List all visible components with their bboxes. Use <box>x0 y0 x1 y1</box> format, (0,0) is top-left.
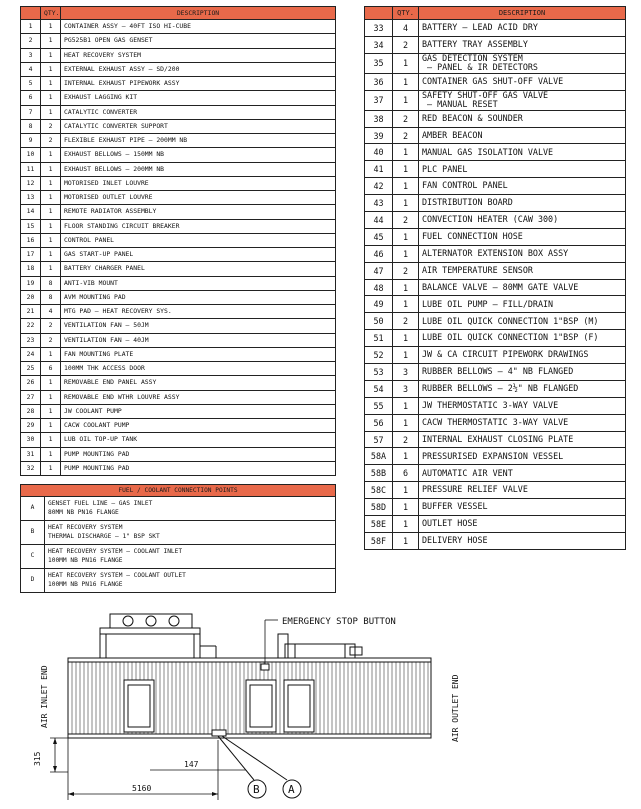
description-cell: PUMP MOUNTING PAD <box>61 461 336 475</box>
item-number-cell: 10 <box>21 148 41 162</box>
description-cell: OUTLET HOSE <box>419 516 626 533</box>
table-row <box>21 233 336 247</box>
table-row <box>21 545 336 569</box>
table-row <box>365 90 626 110</box>
qty-cell: 1 <box>41 77 61 91</box>
table-row <box>21 191 336 205</box>
qty-cell: 2 <box>41 333 61 347</box>
qty-cell: 1 <box>41 48 61 62</box>
qty-cell: 2 <box>393 262 419 279</box>
item-number-cell: 39 <box>365 127 393 144</box>
table-row <box>21 248 336 262</box>
table-row <box>365 161 626 178</box>
table-row <box>365 20 626 37</box>
description-cell: FAN MOUNTING PLATE <box>61 347 336 361</box>
description-cell: BUFFER VESSEL <box>419 499 626 516</box>
description-cell: JW COOLANT PUMP <box>61 404 336 418</box>
description-cell: JW & CA CIRCUIT PIPEWORK DRAWINGS <box>419 347 626 364</box>
table-row <box>365 144 626 161</box>
item-number-cell: 55 <box>365 397 393 414</box>
item-number-cell: 13 <box>21 191 41 205</box>
qty-cell: 1 <box>41 219 61 233</box>
qty-cell: 1 <box>393 347 419 364</box>
item-number-cell: 16 <box>21 233 41 247</box>
qty-cell: 1 <box>393 178 419 195</box>
item-number-cell: 8 <box>21 119 41 133</box>
description-cell: VENTILATION FAN – 40JM <box>61 333 336 347</box>
air-outlet-label: AIR OUTLET END <box>451 674 460 742</box>
item-number-cell: 25 <box>21 362 41 376</box>
table-row <box>21 48 336 62</box>
header-description: DESCRIPTION <box>61 7 336 20</box>
qty-cell: 1 <box>393 482 419 499</box>
qty-cell: 6 <box>41 362 61 376</box>
qty-cell: 8 <box>41 276 61 290</box>
table-row <box>365 73 626 90</box>
description-cell: LUBE OIL PUMP – FILL/DRAIN <box>419 296 626 313</box>
table-row <box>365 178 626 195</box>
item-number-cell: 45 <box>365 228 393 245</box>
description-cell: AIR TEMPERATURE SENSOR <box>419 262 626 279</box>
table-row <box>21 134 336 148</box>
table-row <box>21 176 336 190</box>
description-cell: GAS DETECTION SYSTEM – PANEL & IR DETECTORS <box>419 53 626 73</box>
description-cell: EXHAUST LAGGING KIT <box>61 91 336 105</box>
item-number-cell: 4 <box>21 62 41 76</box>
item-number-cell: 58E <box>365 516 393 533</box>
table-row <box>21 569 336 593</box>
item-number-cell: 44 <box>365 212 393 229</box>
qty-cell: 1 <box>393 90 419 110</box>
table-row <box>21 148 336 162</box>
connection-id-cell: C <box>21 545 45 569</box>
connection-point-b <box>212 730 226 736</box>
item-number-cell: 36 <box>365 73 393 90</box>
description-cell: BATTERY TRAY ASSEMBLY <box>419 36 626 53</box>
dim-147-label: 147 <box>184 760 199 769</box>
table-row <box>365 296 626 313</box>
table-row <box>365 448 626 465</box>
item-number-cell: 38 <box>365 110 393 127</box>
connection-description-cell: HEAT RECOVERY SYSTEM – COOLANT OUTLET 100MM NB PN16 FLANGE <box>45 569 336 593</box>
callout-b-label: B <box>253 783 260 796</box>
item-number-cell: 57 <box>365 431 393 448</box>
qty-cell: 1 <box>393 228 419 245</box>
description-cell: PRESSURISED EXPANSION VESSEL <box>419 448 626 465</box>
table-row <box>21 419 336 433</box>
description-cell: BALANCE VALVE – 80MM GATE VALVE <box>419 279 626 296</box>
qty-cell: 2 <box>393 127 419 144</box>
description-cell: EXTERNAL EXHAUST ASSY – SD/200 <box>61 62 336 76</box>
description-cell: CACW COOLANT PUMP <box>61 419 336 433</box>
table-header-row <box>365 7 626 20</box>
description-cell: MOTORISED OUTLET LOUVRE <box>61 191 336 205</box>
qty-cell: 2 <box>41 119 61 133</box>
description-cell: MOTORISED INLET LOUVRE <box>61 176 336 190</box>
description-cell: ANTI-VIB MOUNT <box>61 276 336 290</box>
emergency-stop-label: EMERGENCY STOP BUTTON <box>282 617 396 627</box>
callout-b <box>248 780 266 798</box>
item-number-cell: 5 <box>21 77 41 91</box>
table-row <box>365 313 626 330</box>
description-cell: JW THERMOSTATIC 3-WAY VALVE <box>419 397 626 414</box>
description-cell: PRESSURE RELIEF VALVE <box>419 482 626 499</box>
qty-cell: 6 <box>393 465 419 482</box>
qty-cell: 2 <box>393 212 419 229</box>
qty-cell: 8 <box>41 290 61 304</box>
table-row <box>21 319 336 333</box>
description-cell: EXHAUST BELLOWS – 150MM NB <box>61 148 336 162</box>
table-row <box>365 380 626 397</box>
item-number-cell: 58B <box>365 465 393 482</box>
table-row <box>21 390 336 404</box>
qty-cell: 1 <box>393 195 419 212</box>
qty-cell: 1 <box>41 205 61 219</box>
qty-cell: 1 <box>393 53 419 73</box>
description-cell: VENTILATION FAN – 50JM <box>61 319 336 333</box>
description-cell: DELIVERY HOSE <box>419 532 626 549</box>
item-number-cell: 46 <box>365 245 393 262</box>
qty-cell: 1 <box>393 279 419 296</box>
item-number-cell: 58C <box>365 482 393 499</box>
description-cell: CATALYTIC CONVERTER <box>61 105 336 119</box>
table-row <box>365 262 626 279</box>
item-number-cell: 58A <box>365 448 393 465</box>
description-cell: AMBER BEACON <box>419 127 626 144</box>
table-row <box>21 521 336 545</box>
item-number-cell: 19 <box>21 276 41 290</box>
dim-5160-label: 5160 <box>132 784 152 793</box>
description-cell: LUBE OIL QUICK CONNECTION 1"BSP (F) <box>419 330 626 347</box>
table-row <box>21 333 336 347</box>
item-number-cell: 23 <box>21 333 41 347</box>
qty-cell: 1 <box>41 347 61 361</box>
table-row <box>21 362 336 376</box>
qty-cell: 2 <box>41 319 61 333</box>
qty-cell: 1 <box>41 105 61 119</box>
parts-right-body <box>365 20 626 550</box>
description-cell: CONTROL PANEL <box>61 233 336 247</box>
qty-cell: 1 <box>393 516 419 533</box>
item-number-cell: 22 <box>21 319 41 333</box>
description-cell: EXHAUST BELLOWS – 200MM NB <box>61 162 336 176</box>
qty-cell: 1 <box>41 419 61 433</box>
table-row <box>21 461 336 475</box>
item-number-cell: 7 <box>21 105 41 119</box>
header-qty: QTY. <box>393 7 419 20</box>
item-number-cell: 9 <box>21 134 41 148</box>
item-number-cell: 30 <box>21 433 41 447</box>
qty-cell: 2 <box>393 431 419 448</box>
description-cell: BATTERY CHARGER PANEL <box>61 262 336 276</box>
table-row <box>21 497 336 521</box>
table-row <box>21 20 336 34</box>
table-row <box>21 62 336 76</box>
item-number-cell: 58F <box>365 532 393 549</box>
connection-description-cell: GENSET FUEL LINE – GAS INLET 80MM NB PN16 FLANGE <box>45 497 336 521</box>
item-number-cell: 1 <box>21 20 41 34</box>
table-row <box>21 376 336 390</box>
item-number-cell: 34 <box>365 36 393 53</box>
table-row <box>21 219 336 233</box>
table-row <box>365 212 626 229</box>
qty-cell: 1 <box>41 248 61 262</box>
remote-radiator <box>100 628 200 658</box>
table-row <box>21 433 336 447</box>
connection-id-cell: B <box>21 521 45 545</box>
container-elevation-drawing <box>0 590 641 809</box>
table-row <box>365 330 626 347</box>
item-number-cell: 49 <box>365 296 393 313</box>
item-number-cell: 54 <box>365 380 393 397</box>
item-number-cell: 58D <box>365 499 393 516</box>
fuel-table-title: FUEL / COOLANT CONNECTION POINTS <box>21 485 336 497</box>
header-description: DESCRIPTION <box>419 7 626 20</box>
connection-description-cell: HEAT RECOVERY SYSTEM – COOLANT INLET 100MM NB PN16 FLANGE <box>45 545 336 569</box>
description-cell: DISTRIBUTION BOARD <box>419 195 626 212</box>
table-row <box>21 262 336 276</box>
description-cell: MTG PAD – HEAT RECOVERY SYS. <box>61 305 336 319</box>
item-number-cell: 14 <box>21 205 41 219</box>
description-cell: PLC PANEL <box>419 161 626 178</box>
description-cell: REMOVABLE END PANEL ASSY <box>61 376 336 390</box>
qty-cell: 1 <box>41 404 61 418</box>
item-number-cell: 56 <box>365 414 393 431</box>
description-cell: ALTERNATOR EXTENSION BOX ASSY <box>419 245 626 262</box>
header-item-number <box>365 7 393 20</box>
description-cell: REMOTE RADIATOR ASSEMBLY <box>61 205 336 219</box>
description-cell: AUTOMATIC AIR VENT <box>419 465 626 482</box>
item-number-cell: 27 <box>21 390 41 404</box>
item-number-cell: 18 <box>21 262 41 276</box>
qty-cell: 1 <box>41 376 61 390</box>
table-row <box>21 34 336 48</box>
description-cell: RED BEACON & SOUNDER <box>419 110 626 127</box>
description-cell: FLEXIBLE EXHAUST PIPE – 200MM NB <box>61 134 336 148</box>
connection-id-cell: D <box>21 569 45 593</box>
callout-a <box>283 780 301 798</box>
description-cell: LUB OIL TOP-UP TANK <box>61 433 336 447</box>
parts-list-table-left <box>20 6 336 476</box>
qty-cell: 1 <box>393 448 419 465</box>
qty-cell: 1 <box>41 148 61 162</box>
parts-left-body <box>21 20 336 476</box>
description-cell: FUEL CONNECTION HOSE <box>419 228 626 245</box>
description-cell: CONTAINER ASSY – 40FT ISO HI-CUBE <box>61 20 336 34</box>
table-row <box>21 162 336 176</box>
table-row <box>365 414 626 431</box>
table-row <box>365 516 626 533</box>
item-number-cell: 52 <box>365 347 393 364</box>
item-number-cell: 32 <box>21 461 41 475</box>
item-number-cell: 33 <box>365 20 393 37</box>
qty-cell: 1 <box>393 499 419 516</box>
air-inlet-label: AIR INLET END <box>40 665 49 728</box>
item-number-cell: 41 <box>365 161 393 178</box>
item-number-cell: 11 <box>21 162 41 176</box>
description-cell: PG525B1 OPEN GAS GENSET <box>61 34 336 48</box>
item-number-cell: 17 <box>21 248 41 262</box>
table-row <box>365 245 626 262</box>
table-row <box>365 347 626 364</box>
qty-cell: 2 <box>393 36 419 53</box>
item-number-cell: 42 <box>365 178 393 195</box>
connection-description-cell: HEAT RECOVERY SYSTEM THERMAL DISCHARGE – 1" BSP SKT <box>45 521 336 545</box>
table-row <box>365 482 626 499</box>
table-row <box>365 195 626 212</box>
table-row <box>365 465 626 482</box>
description-cell: GAS START-UP PANEL <box>61 248 336 262</box>
qty-cell: 1 <box>41 447 61 461</box>
table-row <box>365 127 626 144</box>
table-row <box>365 431 626 448</box>
description-cell: HEAT RECOVERY SYSTEM <box>61 48 336 62</box>
description-cell: SAFETY SHUT-OFF GAS VALVE – MANUAL RESET <box>419 90 626 110</box>
qty-cell: 2 <box>41 134 61 148</box>
header-qty: QTY. <box>41 7 61 20</box>
qty-cell: 1 <box>41 433 61 447</box>
description-cell: CACW THERMOSTATIC 3-WAY VALVE <box>419 414 626 431</box>
item-number-cell: 35 <box>365 53 393 73</box>
qty-cell: 3 <box>393 364 419 381</box>
description-cell: 100MM THK ACCESS DOOR <box>61 362 336 376</box>
description-cell: FLOOR STANDING CIRCUIT BREAKER <box>61 219 336 233</box>
table-row <box>21 105 336 119</box>
qty-cell: 1 <box>41 34 61 48</box>
qty-cell: 1 <box>393 144 419 161</box>
qty-cell: 1 <box>41 162 61 176</box>
qty-cell: 1 <box>41 461 61 475</box>
item-number-cell: 53 <box>365 364 393 381</box>
emergency-stop-button <box>261 664 269 670</box>
table-row <box>365 36 626 53</box>
qty-cell: 1 <box>41 390 61 404</box>
item-number-cell: 40 <box>365 144 393 161</box>
table-row <box>21 205 336 219</box>
description-cell: BATTERY – LEAD ACID DRY <box>419 20 626 37</box>
qty-cell: 1 <box>393 532 419 549</box>
description-cell: INTERNAL EXHAUST PIPEWORK ASSY <box>61 77 336 91</box>
item-number-cell: 28 <box>21 404 41 418</box>
qty-cell: 2 <box>393 313 419 330</box>
table-row <box>21 119 336 133</box>
table-row <box>365 397 626 414</box>
item-number-cell: 2 <box>21 34 41 48</box>
qty-cell: 2 <box>393 110 419 127</box>
item-number-cell: 15 <box>21 219 41 233</box>
qty-cell: 1 <box>41 233 61 247</box>
qty-cell: 4 <box>393 20 419 37</box>
qty-cell: 1 <box>41 91 61 105</box>
item-number-cell: 20 <box>21 290 41 304</box>
qty-cell: 1 <box>41 62 61 76</box>
table-row <box>365 499 626 516</box>
table-row <box>21 305 336 319</box>
table-row <box>365 228 626 245</box>
table-header-row <box>21 485 336 497</box>
fuel-table-body <box>21 497 336 593</box>
qty-cell: 1 <box>393 330 419 347</box>
item-number-cell: 21 <box>21 305 41 319</box>
qty-cell: 1 <box>41 176 61 190</box>
item-number-cell: 48 <box>365 279 393 296</box>
dim-height-label: 315 <box>33 751 42 766</box>
description-cell: CONVECTION HEATER (CAW 300) <box>419 212 626 229</box>
description-cell: REMOVABLE END WTHR LOUVRE ASSY <box>61 390 336 404</box>
table-header-row <box>21 7 336 20</box>
parts-list-table-right <box>364 6 626 550</box>
description-cell: AVM MOUNTING PAD <box>61 290 336 304</box>
callout-a-label: A <box>288 783 295 796</box>
item-number-cell: 26 <box>21 376 41 390</box>
qty-cell: 4 <box>41 305 61 319</box>
qty-cell: 1 <box>393 414 419 431</box>
table-row <box>21 290 336 304</box>
table-row <box>21 404 336 418</box>
item-number-cell: 50 <box>365 313 393 330</box>
description-cell: RUBBER BELLOWS – 2½" NB FLANGED <box>419 380 626 397</box>
qty-cell: 1 <box>41 191 61 205</box>
item-number-cell: 24 <box>21 347 41 361</box>
qty-cell: 1 <box>393 161 419 178</box>
table-row <box>21 77 336 91</box>
qty-cell: 3 <box>393 380 419 397</box>
item-number-cell: 29 <box>21 419 41 433</box>
qty-cell: 1 <box>393 296 419 313</box>
description-cell: PUMP MOUNTING PAD <box>61 447 336 461</box>
item-number-cell: 43 <box>365 195 393 212</box>
item-number-cell: 6 <box>21 91 41 105</box>
description-cell: CONTAINER GAS SHUT-OFF VALVE <box>419 73 626 90</box>
item-number-cell: 47 <box>365 262 393 279</box>
description-cell: INTERNAL EXHAUST CLOSING PLATE <box>419 431 626 448</box>
table-row <box>365 532 626 549</box>
table-row <box>365 110 626 127</box>
description-cell: LUBE OIL QUICK CONNECTION 1"BSP (M) <box>419 313 626 330</box>
item-number-cell: 31 <box>21 447 41 461</box>
fuel-coolant-connection-table <box>20 484 336 593</box>
header-item-number <box>21 7 41 20</box>
item-number-cell: 12 <box>21 176 41 190</box>
table-row <box>21 347 336 361</box>
qty-cell: 1 <box>393 73 419 90</box>
description-cell: FAN CONTROL PANEL <box>419 178 626 195</box>
table-row <box>365 53 626 73</box>
description-cell: MANUAL GAS ISOLATION VALVE <box>419 144 626 161</box>
table-row <box>365 279 626 296</box>
table-row <box>365 364 626 381</box>
table-row <box>21 447 336 461</box>
table-row <box>21 276 336 290</box>
description-cell: CATALYTIC CONVERTER SUPPORT <box>61 119 336 133</box>
qty-cell: 1 <box>41 20 61 34</box>
item-number-cell: 3 <box>21 48 41 62</box>
qty-cell: 1 <box>41 262 61 276</box>
qty-cell: 1 <box>393 245 419 262</box>
description-cell: RUBBER BELLOWS – 4" NB FLANGED <box>419 364 626 381</box>
connection-id-cell: A <box>21 497 45 521</box>
table-row <box>21 91 336 105</box>
item-number-cell: 37 <box>365 90 393 110</box>
item-number-cell: 51 <box>365 330 393 347</box>
qty-cell: 1 <box>393 397 419 414</box>
